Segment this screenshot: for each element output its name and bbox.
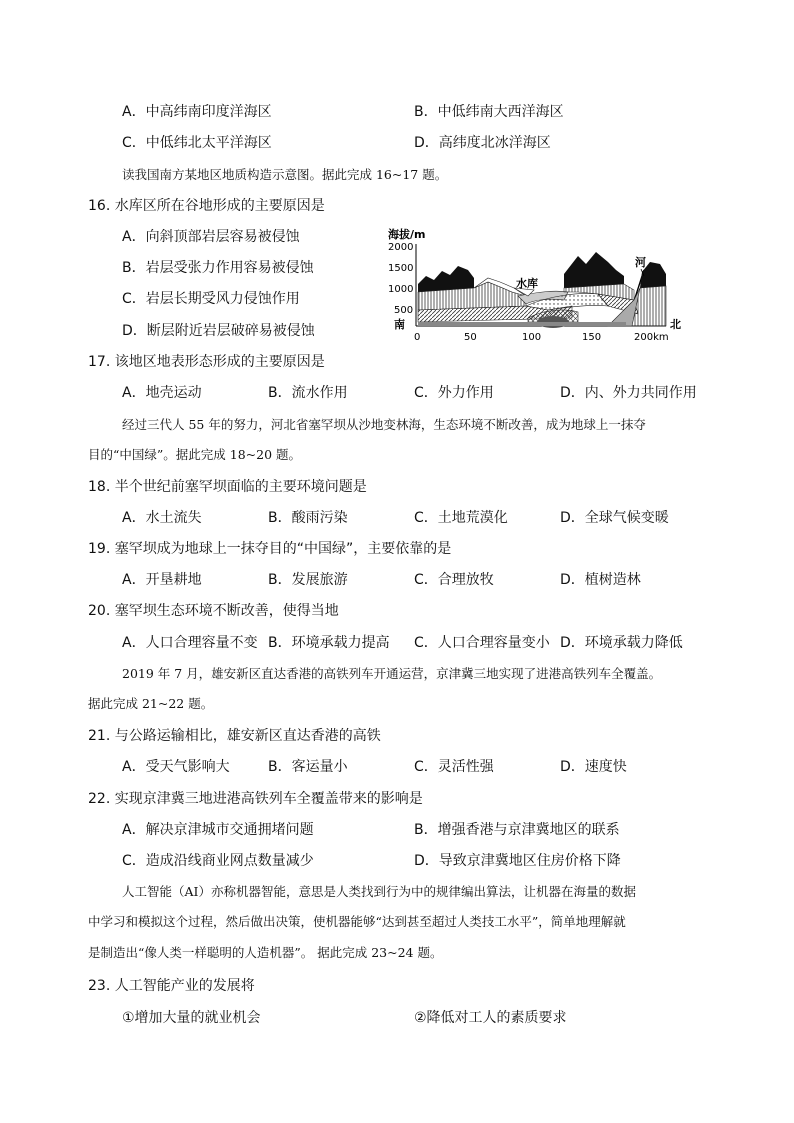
q22-option-b: B．增强香港与京津冀地区的联系 [414,822,620,838]
q18-option-c: C．土地荒漠化 [414,510,508,526]
intro-16-17: 读我国南方某地区地质构造示意图。据此完成 16~17 题。 [122,167,448,182]
q20-option-b: B．环境承载力提高 [268,635,390,651]
q20-stem: 20. 塞罕坝生态环境不断改善，使得当地 [88,603,339,619]
q18-option-b: B．酸雨污染 [268,510,348,526]
q19-stem: 19. 塞罕坝成为地球上一抹夺目的“中国绿”，主要依靠的是 [88,541,452,557]
q15-option-c: C．中低纬北太平洋海区 [122,135,272,151]
q21-option-d: D．速度快 [560,759,627,775]
q21-option-b: B．客运量小 [268,759,348,775]
q16-option-d: D．断层附近岩层破碎易被侵蚀 [122,323,315,339]
intro-23-24-line1: 人工智能（AI）亦称机器智能，意思是人类找到行为中的规律编出算法，让机器在海量的数据 [122,884,636,899]
q22-stem: 22. 实现京津冀三地进港高铁列车全覆盖带来的影响是 [88,791,423,807]
q19-option-c: C．合理放牧 [414,572,494,588]
q21-option-a: A．受天气影响大 [122,759,230,775]
intro-23-24-line3: 是制造出“像人类一样聪明的人造机器”。 据此完成 23~24 题。 [88,945,443,960]
y-tick-1000: 1000 [388,284,414,295]
q16-stem: 16. 水库区所在谷地形成的主要原因是 [88,198,325,214]
q19-option-d: D．植树造林 [560,572,641,588]
q16-option-b: B．岩层受张力作用容易被侵蚀 [122,260,314,276]
y-tick-2000: 2000 [388,242,414,253]
q23-option-1: ①增加大量的就业机会 [122,1010,261,1026]
q18-option-d: D．全球气候变暖 [560,510,669,526]
q19-option-a: A．开垦耕地 [122,572,202,588]
q20-option-a: A．人口合理容量不变 [122,635,258,651]
q17-stem: 17. 该地区地表形态形成的主要原因是 [88,354,325,370]
x-tick-200: 200km [634,332,669,343]
q17-option-b: B．流水作用 [268,385,348,401]
intro-21-22-line1: 2019 年 7 月，雄安新区直达香港的高铁列车开通运营，京津冀三地实现了进港高铁列车全覆盖。 [122,666,662,681]
x-tick-100: 100 [522,332,542,343]
x-tick-150: 150 [582,332,602,343]
y-tick-1500: 1500 [388,263,414,274]
geologic-cross-section-diagram [388,226,688,348]
q18-stem: 18. 半个世纪前塞罕坝面临的主要环境问题是 [88,479,367,495]
x-tick-0: 0 [414,332,421,343]
intro-21-22-line2: 据此完成 21~22 题。 [88,696,214,711]
q18-option-a: A．水土流失 [122,510,202,526]
q22-option-c: C．造成沿线商业网点数量减少 [122,853,314,869]
intro-23-24-line2: 中学习和模拟这个过程，然后做出决策，使机器能够“达到甚至超过人类技工水平”，简单地理解就 [88,914,626,929]
q21-stem: 21. 与公路运输相比，雄安新区直达香港的高铁 [88,728,381,744]
reservoir-label: 水库 [516,277,538,290]
q17-option-d: D．内、外力共同作用 [560,385,697,401]
q21-option-c: C．灵活性强 [414,759,494,775]
q23-option-2: ②降低对工人的素质要求 [414,1010,567,1026]
q15-option-a: A．中高纬南印度洋海区 [122,104,272,120]
river-label: 河 [635,256,646,269]
q17-option-c: C．外力作用 [414,385,494,401]
intro-18-20-line2: 目的“中国绿”。据此完成 18~20 题。 [88,447,302,462]
x-tick-50: 50 [464,332,477,343]
q20-option-c: C．人口合理容量变小 [414,635,550,651]
y-tick-500: 500 [394,305,414,316]
q20-option-d: D．环境承载力降低 [560,635,683,651]
q19-option-b: B．发展旅游 [268,572,348,588]
q22-option-d: D．导致京津冀地区住房价格下降 [414,853,621,869]
q23-stem: 23. 人工智能产业的发展将 [88,978,255,994]
q16-option-a: A．向斜顶部岩层容易被侵蚀 [122,229,300,245]
q15-option-d: D．高纬度北冰洋海区 [414,135,551,151]
q22-option-a: A．解决京津城市交通拥堵问题 [122,822,314,838]
q16-option-c: C．岩层长期受风力侵蚀作用 [122,291,300,307]
q15-option-b: B．中低纬南大西洋海区 [414,104,564,120]
intro-18-20-line1: 经过三代人 55 年的努力，河北省塞罕坝从沙地变林海，生态环境不断改善，成为地球上一抹夺 [122,417,646,432]
y-axis-title: 海拔/m [388,228,426,241]
south-label: 南 [394,318,405,331]
rock-layers [418,252,666,328]
q17-option-a: A．地壳运动 [122,385,202,401]
north-label: 北 [670,318,681,331]
